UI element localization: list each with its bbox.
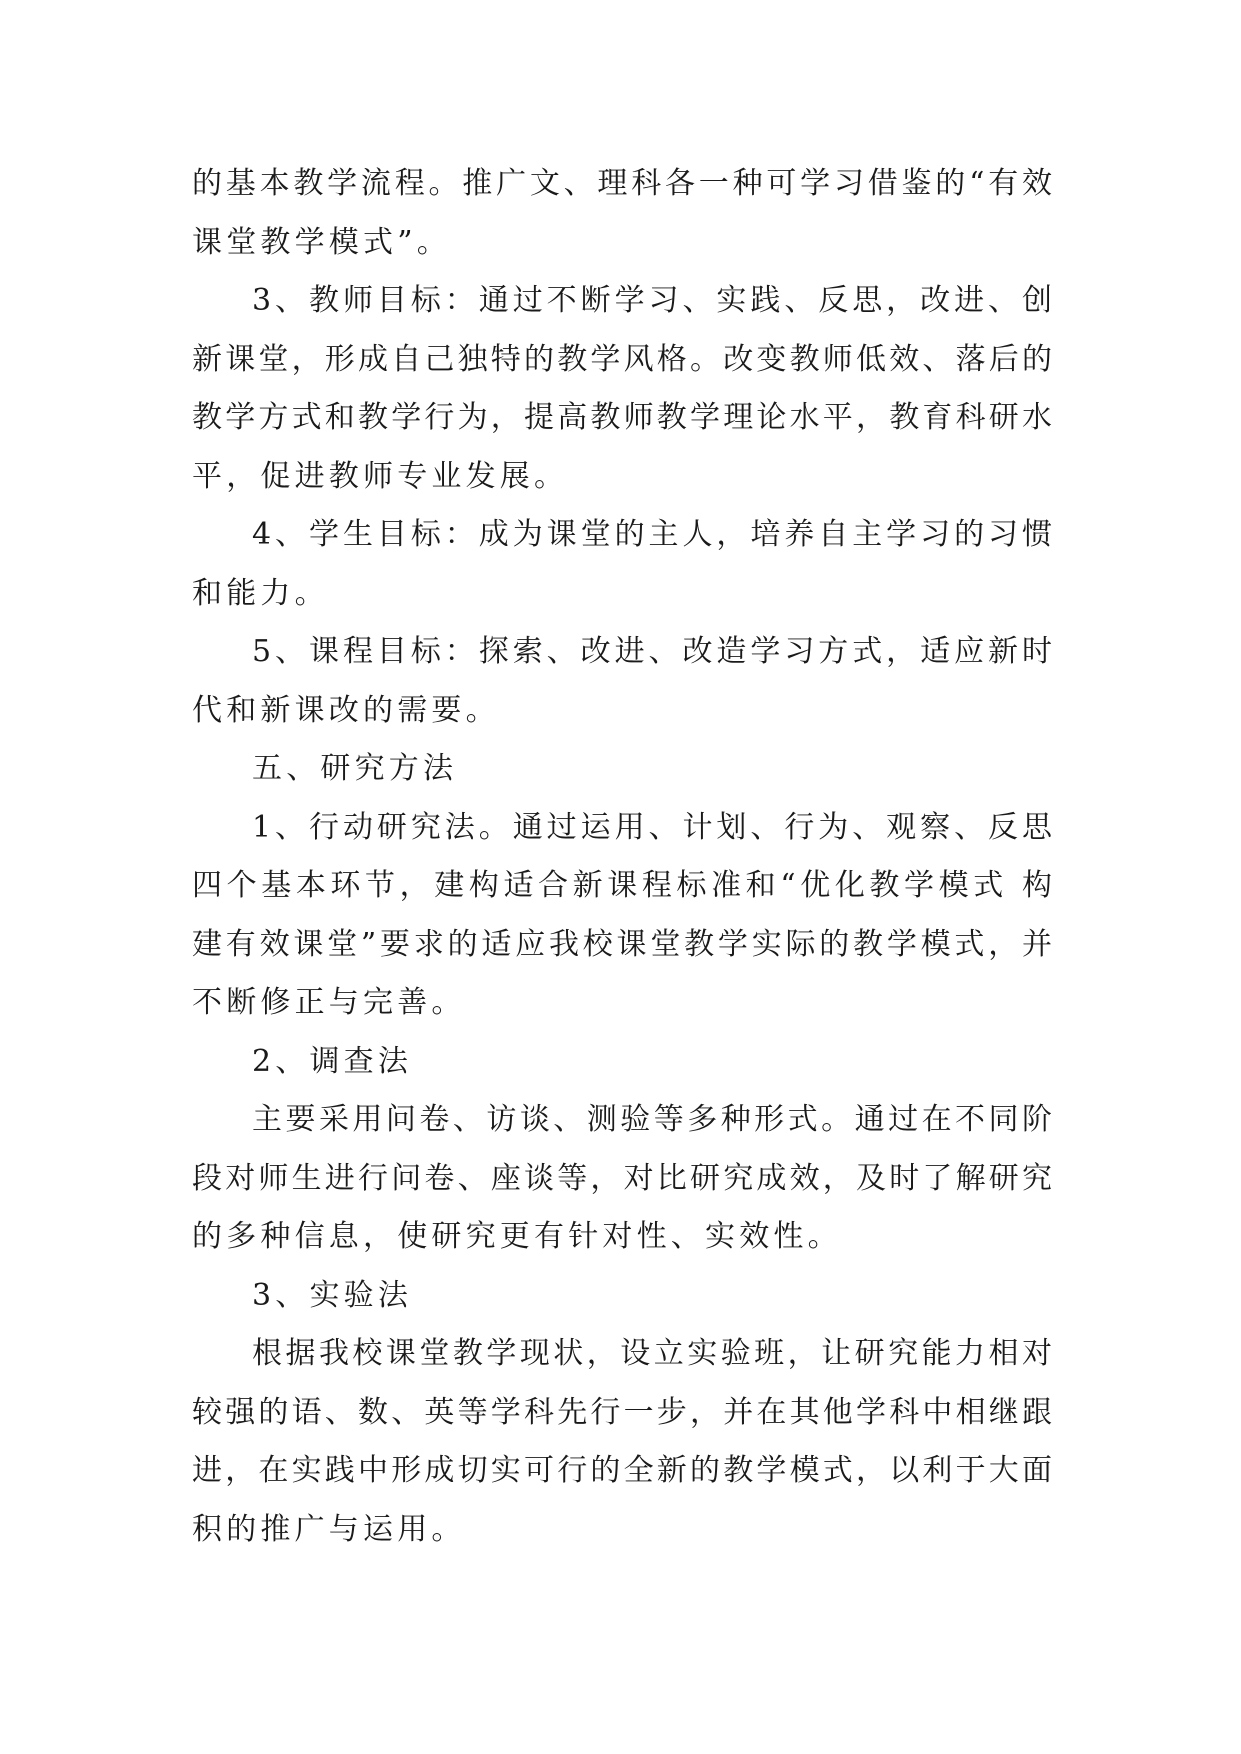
paragraph-line: 的多种信息，使研究更有针对性、实效性。 <box>192 1219 842 1254</box>
paragraph-line: 积的推广与运用。 <box>192 1511 466 1547</box>
paragraph-line: 代和新课改的需要。 <box>192 692 500 728</box>
paragraph-line: 段对师生进行问卷、座谈等，对比研究成效，及时了解研究 <box>192 1160 1052 1196</box>
paragraph-line: 新课堂，形成自己独特的教学风格。改变教师低效、落后的 <box>192 341 1052 377</box>
paragraph-line: 较强的语、数、英等学科先行一步，并在其他学科中相继跟 <box>192 1394 1052 1430</box>
paragraph-line: 3、教师目标：通过不断学习、实践、反思，改进、创 <box>252 283 1052 318</box>
paragraph-line: 5、课程目标：探索、改进、改造学习方式，适应新时 <box>252 634 1052 669</box>
paragraph-line: 四个基本环节，建构适合新课程标准和“优化教学模式 构 <box>192 868 1052 903</box>
document-body <box>192 155 1052 1559</box>
paragraph-line: 进，在实践中形成切实可行的全新的教学模式，以利于大面 <box>192 1453 1052 1488</box>
paragraph-line: 不断修正与完善。 <box>192 985 466 1020</box>
subsection-heading: 2、调查法 <box>252 1043 413 1079</box>
paragraph-line: 根据我校课堂教学现状，设立实验班，让研究能力相对 <box>252 1336 1052 1371</box>
paragraph-line: 1、行动研究法。通过运用、计划、行为、观察、反思 <box>252 809 1052 845</box>
paragraph-line: 主要采用问卷、访谈、测验等多种形式。通过在不同阶 <box>252 1102 1052 1137</box>
section-heading: 五、研究方法 <box>252 751 458 786</box>
paragraph-line: 的基本教学流程。推广文、理科各一种可学习借鉴的“有效 <box>192 166 1052 201</box>
subsection-heading: 3、实验法 <box>252 1277 413 1313</box>
paragraph-line: 教学方式和教学行为，提高教师教学理论水平，教育科研水 <box>192 400 1052 435</box>
paragraph-line: 平，促进教师专业发展。 <box>192 458 569 494</box>
paragraph-line: 建有效课堂”要求的适应我校课堂教学实际的教学模式，并 <box>192 926 1052 962</box>
paragraph-line: 课堂教学模式”。 <box>192 224 451 260</box>
paragraph-line: 4、学生目标：成为课堂的主人，培养自主学习的习惯 <box>252 517 1052 552</box>
paragraph-line: 和能力。 <box>192 575 329 611</box>
